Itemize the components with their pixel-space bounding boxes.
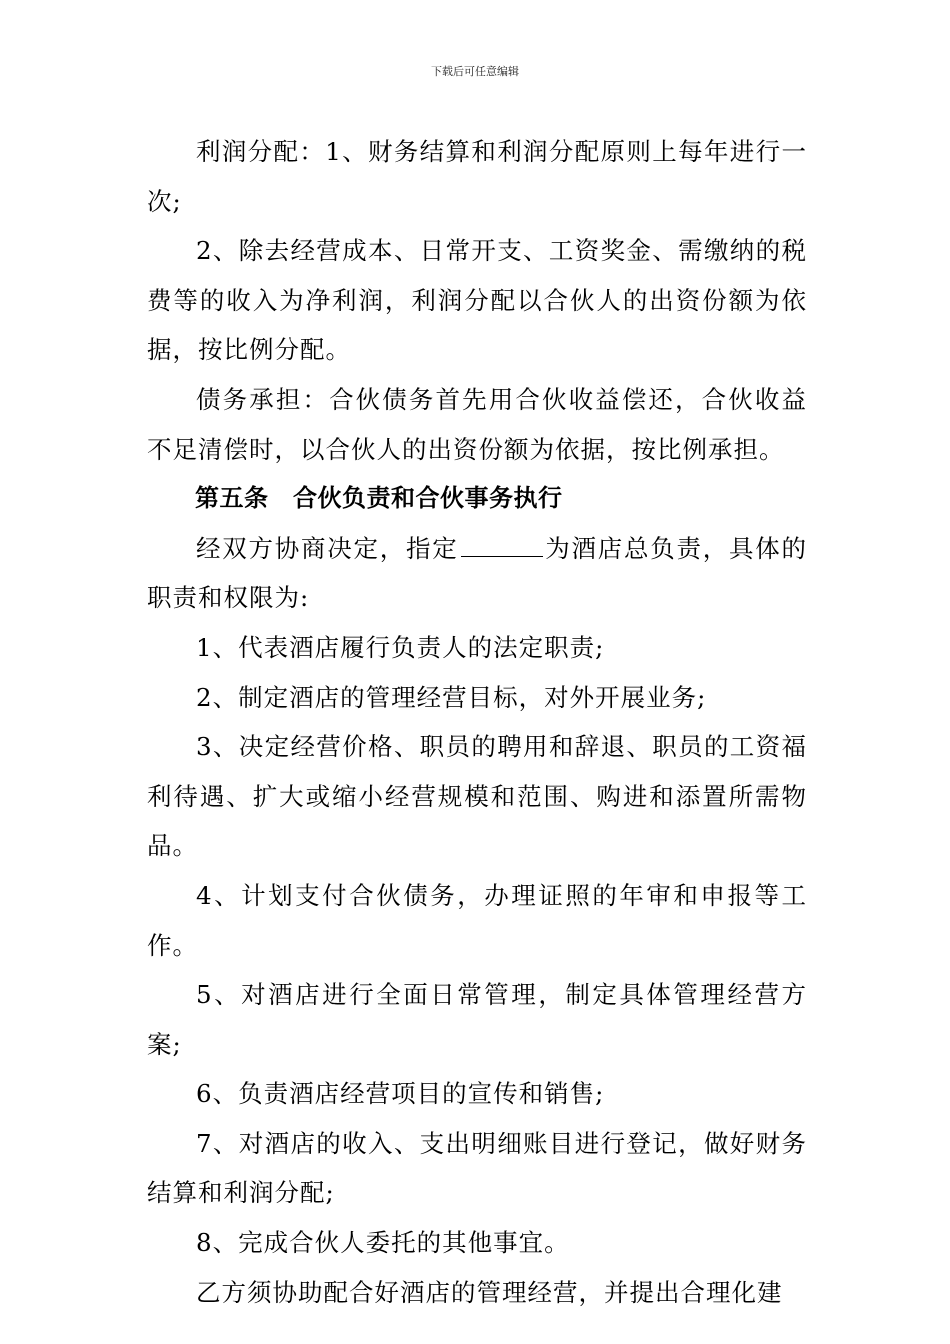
section-heading: 第五条 合伙负责和合伙事务执行 xyxy=(195,484,563,513)
page-header-note: 下载后可任意编辑 xyxy=(431,65,519,78)
appointment-paragraph xyxy=(147,524,807,623)
debt-paragraph: 债务承担：合伙债务首先用合伙收益偿还，合伙收益不足清偿时，以合伙人的出资份额为依据，按比例承担。 xyxy=(147,384,807,464)
blank-fill-line xyxy=(461,534,543,557)
duty-item-3: 3、决定经营价格、职员的聘用和辞退、职员的工资福利待遇、扩大或缩小经营规模和范围、购进和添置所需物品。 xyxy=(147,732,807,861)
appointment-text-after: 为酒店总负责，具体的职责和权限为: xyxy=(147,533,807,613)
document-body xyxy=(147,127,807,1317)
duty-item-6: 6、负责酒店经营项目的宣传和销售; xyxy=(196,1079,605,1109)
net-profit-paragraph: 2、除去经营成本、日常开支、工资奖金、需缴纳的税费等的收入为净利润，利润分配以合伙人的出资份额为依据，按比例分配。 xyxy=(147,236,807,365)
profit-distribution-paragraph: 利润分配：1、财务结算和利润分配原则上每年进行一次; xyxy=(147,137,807,216)
appointment-text-before: 经双方协商决定，指定 xyxy=(196,533,459,563)
duty-item-8: 8、完成合伙人委托的其他事宜。 xyxy=(196,1228,570,1258)
duty-item-5: 5、对酒店进行全面日常管理，制定具体管理经营方案; xyxy=(147,980,807,1059)
duty-item-1: 1、代表酒店履行负责人的法定职责; xyxy=(196,632,605,662)
duty-item-2: 2、制定酒店的管理经营目标，对外开展业务; xyxy=(196,682,707,712)
duty-item-4: 4、计划支付合伙债务，办理证照的年审和申报等工作。 xyxy=(147,880,807,960)
party-b-paragraph: 乙方须协助配合好酒店的管理经营，并提出合理化建 xyxy=(196,1277,783,1307)
duty-item-7: 7、对酒店的收入、支出明细账目进行登记，做好财务结算和利润分配; xyxy=(147,1128,807,1208)
